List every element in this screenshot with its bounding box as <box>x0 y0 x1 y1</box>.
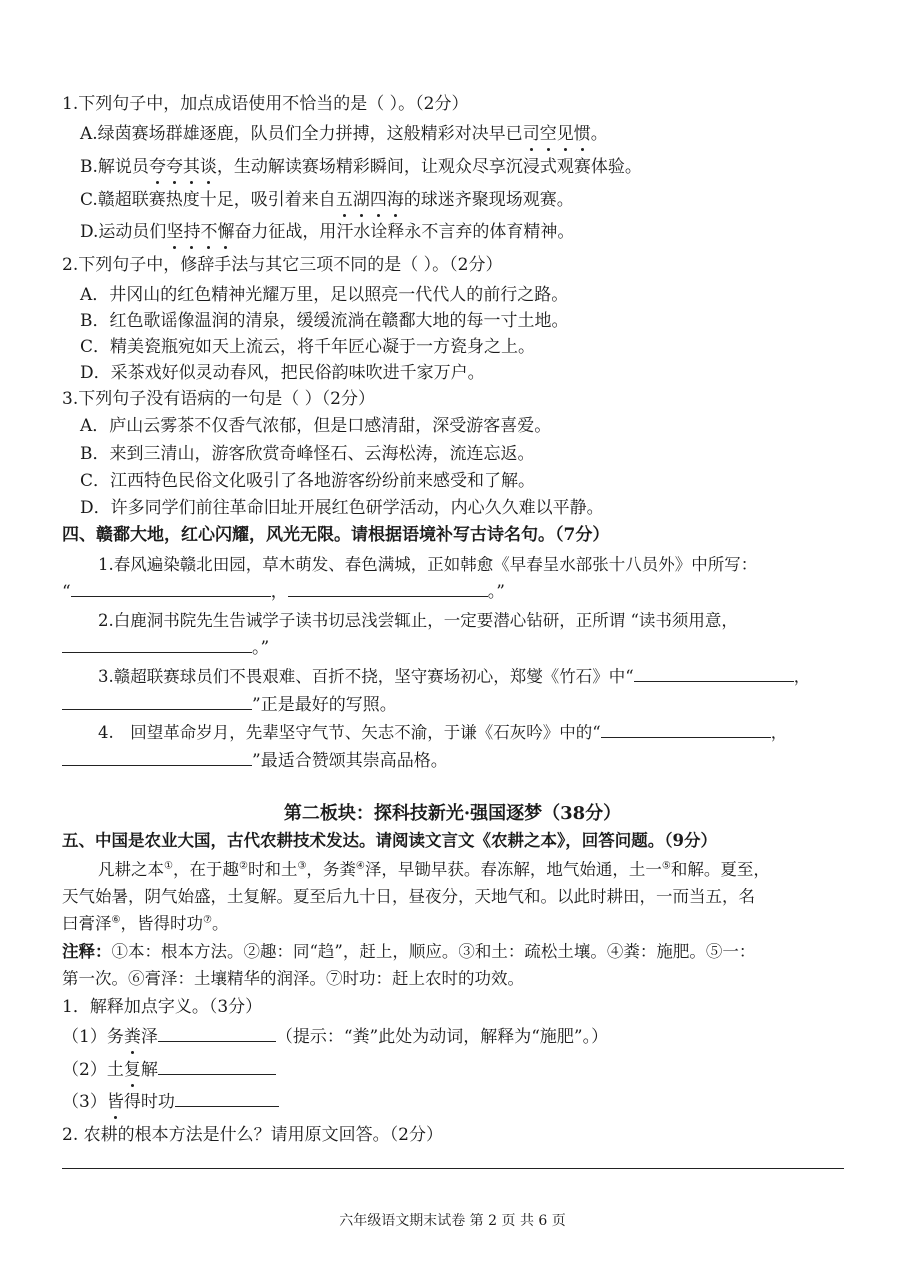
answer-blank[interactable] <box>158 1025 276 1042</box>
dotted-char: 懈 <box>217 222 235 242</box>
answer-blank[interactable] <box>62 636 252 653</box>
notes-line-2: 第一次。⑥膏泽：土壤精华的润泽。⑦时功：赶上农时的功效。 <box>62 969 524 988</box>
q1-stem: 1.下列句子中，加点成语使用不恰当的是（ ）。（2分） <box>62 94 469 114</box>
s4-item2-answer: 。” <box>62 636 269 660</box>
q3-stem: 3.下列句子没有语病的一句是（ ）（2分） <box>62 389 375 409</box>
s4-item1-text: 1.春风遍染赣北田园，草木萌发、春色满城，正如韩愈《早春呈水部张十八员外》中所写： <box>98 555 758 574</box>
q3-option-b: B．来到三清山，游客欣赏奇峰怪石、云海松涛，流连忘返。 <box>80 444 535 464</box>
q2-stem: 2.下列句子中，修辞手法与其它三项不同的是（ ）。（2分） <box>62 255 503 275</box>
answer-blank[interactable] <box>158 1058 276 1075</box>
passage-line-3: 曰膏泽⑥，皆得时功⑦。 <box>62 914 229 933</box>
q2-option-c: C．精美瓷瓶宛如天上流云，将千年匠心凝于一方瓷身之上。 <box>80 337 536 357</box>
s4-item1-answer: “ ， 。” <box>62 582 505 602</box>
q1-option-c: C.赣超联赛热度十足，吸引着来自五湖四海的球迷齐聚现场观赛。 <box>80 190 574 210</box>
part2-title: 第二板块：探科技新光·强国逐梦（38分） <box>283 803 622 824</box>
dotted-char: 粪 <box>123 1027 141 1047</box>
s5-q1-item2: （2）土复解 <box>62 1058 276 1082</box>
s5-q1-item1: （1）务粪泽 （提示：“粪”此处为动词，解释为“施肥”。） <box>62 1027 609 1047</box>
passage-line-2: 天气始暑，阴气始盛，土复解。夏至后九十日，昼夜分，天地气和。以此时耕田，一而当五，名 <box>62 887 755 906</box>
answer-blank[interactable] <box>62 693 252 710</box>
answer-blank[interactable] <box>288 580 488 597</box>
dotted-char: 复 <box>123 1060 141 1080</box>
q3-option-a: A．庐山云雾茶不仅香气浓郁，但是口感清甜，深受游客喜爱。 <box>80 416 552 436</box>
dotted-char: 空 <box>539 124 557 144</box>
q1-option-b: B.解说员夸夸其谈，生动解读赛场精彩瞬间，让观众尽享沉浸式观赛体验。 <box>80 157 642 177</box>
passage-line-1: 凡耕之本①，在于趣②时和土③，务粪④泽，早锄早获。春冻解，地气始通，土一⑤和解。夏至， <box>98 860 770 879</box>
dotted-char: 惯 <box>573 124 591 144</box>
q1-option-d: D.运动员们坚持不懈奋力征战，用汗水诠释永不言弃的体育精神。 <box>80 222 575 242</box>
answer-blank[interactable] <box>634 665 794 682</box>
s4-item2-text: 2.白鹿洞书院先生告诫学子读书切忌浅尝辄止，一定要潜心钻研，正所谓 “读书须用意， <box>98 611 738 630</box>
dotted-char: 夸 <box>165 157 183 177</box>
dotted-char: 谈 <box>199 157 217 177</box>
s4-item4-answer: ”最适合赞颂其崇高品格。 <box>62 749 448 773</box>
q1-option-a: A.绿茵赛场群雄逐鹿，队员们全力拼搏，这般精彩对决早已司空见惯。 <box>80 124 608 144</box>
answer-blank[interactable] <box>601 721 771 738</box>
page-footer: 六年级语文期末试卷 第 2 页 共 6 页 <box>339 1213 566 1229</box>
s5-q1-item3: （3）皆得时功 <box>62 1090 279 1114</box>
q2-option-d: D．采茶戏好似灵动春风，把民俗韵味吹进千家万户。 <box>80 363 485 383</box>
s4-item4-text: 4. 回望革命岁月，先辈坚守气节、矢志不渝，于谦《石灰吟》中的“ ， <box>98 723 788 742</box>
dotted-char: 不 <box>200 222 218 242</box>
dotted-char: 海 <box>386 190 404 210</box>
s4-item3-answer: ”正是最好的写照。 <box>62 693 397 717</box>
dotted-idiom <box>166 222 234 242</box>
q3-option-d: D．许多同学们前往革命旧址开展红色研学活动，内心久久难以平静。 <box>80 498 604 518</box>
dotted-idiom <box>149 157 217 177</box>
s5-q1-stem: 1．解释加点字义。（3分） <box>62 997 263 1017</box>
dotted-char: 其 <box>182 157 200 177</box>
dotted-char: 湖 <box>352 190 370 210</box>
answer-blank[interactable] <box>175 1090 279 1107</box>
dotted-idiom <box>336 190 404 210</box>
answer-line[interactable] <box>62 1168 844 1169</box>
dotted-char: 持 <box>183 222 201 242</box>
section5-heading: 五、中国是农业大国，古代农耕技术发达。请阅读文言文《农耕之本》，回答问题。（9分） <box>62 831 717 850</box>
answer-blank[interactable] <box>62 749 252 766</box>
dotted-char: 四 <box>369 190 387 210</box>
dotted-char: 司 <box>522 124 540 144</box>
dotted-char: 坚 <box>166 222 184 242</box>
dotted-char: 皆 <box>106 1092 124 1112</box>
dotted-idiom <box>523 124 591 144</box>
s5-q2-stem: 2. 农耕的根本方法是什么？请用原文回答。（2分） <box>62 1125 443 1145</box>
dotted-char: 五 <box>335 190 353 210</box>
q2-option-b: B．红色歌谣像温润的清泉，缓缓流淌在赣鄱大地的每一寸土地。 <box>80 311 569 331</box>
notes-line-1: 注释：①本：根本方法。②趣：同“趋”，赶上，顺应。③和土：疏松土壤。④粪：施肥。⑤一： <box>62 942 756 961</box>
q2-option-a: A．井冈山的红色精神光耀万里，足以照亮一代代人的前行之路。 <box>80 285 569 305</box>
answer-blank[interactable] <box>71 580 271 597</box>
section4-heading: 四、赣鄱大地，红心闪耀，风光无限。请根据语境补写古诗名句。（7分） <box>62 525 610 545</box>
dotted-char: 见 <box>556 124 574 144</box>
s4-item3-text: 3.赣超联赛球员们不畏艰难、百折不挠，坚守赛场初心，郑燮《竹石》中“ ， <box>98 667 811 686</box>
q3-option-c: C．江西特色民俗文化吸引了各地游客纷纷前来感受和了解。 <box>80 471 536 491</box>
dotted-char: 夸 <box>148 157 166 177</box>
